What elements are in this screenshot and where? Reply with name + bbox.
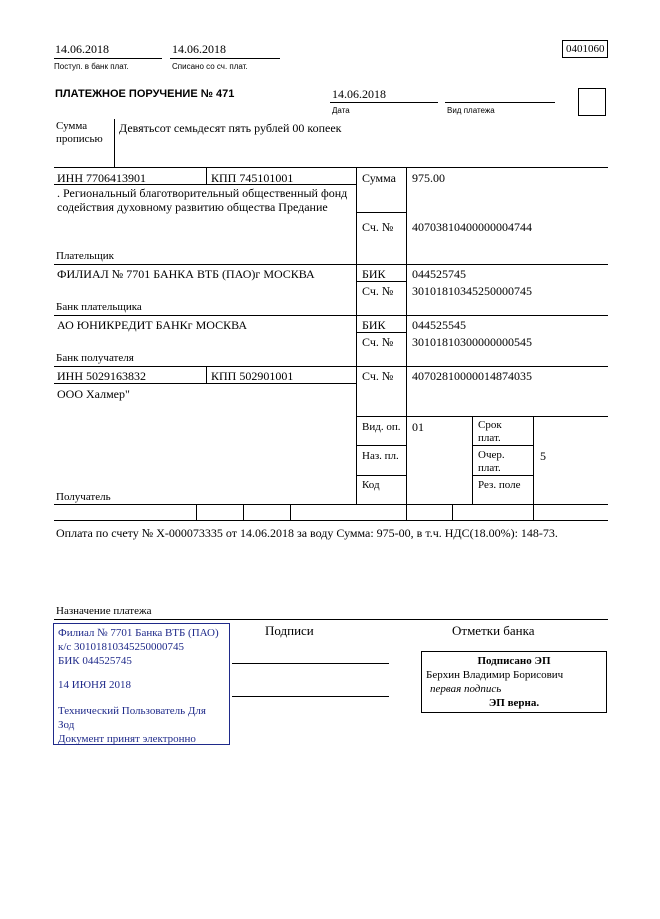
signatures-label: Подписи bbox=[265, 623, 314, 638]
payer-label: Плательщик bbox=[56, 250, 114, 262]
payee-bank-label: Банк получателя bbox=[56, 352, 134, 364]
priority-label: Очер. плат. bbox=[478, 449, 505, 474]
stamp-line-5: Технический Пользователь Для bbox=[58, 705, 206, 717]
stamp-line-7: Документ принят электронно bbox=[58, 733, 196, 745]
stamp-line-3: БИК 044525745 bbox=[58, 655, 132, 667]
payee-bank-bik-value: 044525545 bbox=[412, 318, 466, 332]
payee-label: Получатель bbox=[56, 491, 111, 503]
payee-bank-account-label: Сч. № bbox=[362, 335, 394, 349]
payer-account-label: Сч. № bbox=[362, 220, 394, 234]
purpose-code-label: Наз. пл. bbox=[362, 450, 399, 462]
date-received: 14.06.2018 bbox=[55, 42, 109, 56]
date-debited-label: Списано со сч. плат. bbox=[172, 62, 248, 71]
status-box bbox=[578, 88, 606, 116]
payee-account-value: 40702810000014874035 bbox=[412, 369, 532, 383]
ep-signer-role: первая подпись bbox=[430, 683, 502, 695]
payee-inn: ИНН 5029163832 bbox=[57, 369, 146, 383]
bank-stamp bbox=[53, 623, 230, 745]
ep-signature-box bbox=[421, 651, 607, 713]
payee-name: ООО Халмер" bbox=[57, 387, 130, 401]
purpose-text: Оплата по счету № Х-000073335 от 14.06.2018 за воду Сумма: 975-00, в т.ч. НДС(18.00%): 148-73. bbox=[56, 526, 558, 540]
payer-bank-bik-value: 044525745 bbox=[412, 267, 466, 281]
ep-signer-name: Берхин Владимир Борисович bbox=[426, 669, 564, 681]
payee-bank-account-value: 30101810300000000545 bbox=[412, 335, 532, 349]
payer-sum-value: 975.00 bbox=[412, 171, 445, 185]
stamp-line-2: к/с 30101810345250000745 bbox=[58, 641, 185, 653]
term-label: Срок плат. bbox=[478, 419, 502, 444]
stamp-line-1: Филиал № 7701 Банка ВТБ (ПАО) bbox=[58, 627, 219, 639]
payer-account-value: 40703810400000004744 bbox=[412, 220, 532, 234]
code-label: Код bbox=[362, 479, 380, 491]
form-code-box bbox=[562, 40, 608, 58]
purpose-label: Назначение платежа bbox=[56, 605, 152, 617]
payer-bank-bik-label: БИК bbox=[362, 267, 386, 281]
payee-bank-name: АО ЮНИКРЕДИТ БАНКг МОСКВА bbox=[57, 318, 247, 332]
stamp-line-4: 14 ИЮНЯ 2018 bbox=[58, 679, 132, 691]
order-date-label: Дата bbox=[332, 106, 350, 115]
payer-bank-label: Банк плательщика bbox=[56, 301, 142, 313]
payer-kpp: КПП 745101001 bbox=[211, 171, 294, 185]
payment-type-label: Вид платежа bbox=[447, 106, 495, 115]
ep-signed-title: Подписано ЭП bbox=[477, 655, 551, 667]
payer-bank-account-value: 30101810345250000745 bbox=[412, 284, 532, 298]
amount-words-label: Сумма прописью bbox=[56, 120, 103, 145]
amount-words-value: Девятьсот семьдесят пять рублей 00 копеек bbox=[119, 121, 342, 135]
date-received-label: Поступ. в банк плат. bbox=[54, 62, 129, 71]
reserve-label: Рез. поле bbox=[478, 479, 521, 491]
payer-name: . Региональный благотворительный общественный фонд содействия духовному развитию общества Предание bbox=[57, 186, 348, 214]
payee-bank-bik-label: БИК bbox=[362, 318, 386, 332]
payer-bank-name: ФИЛИАЛ № 7701 БАНКА ВТБ (ПАО)г МОСКВА bbox=[57, 267, 315, 281]
payee-account-label: Сч. № bbox=[362, 369, 394, 383]
payer-sum-label: Сумма bbox=[362, 171, 396, 185]
payee-kpp: КПП 502901001 bbox=[211, 369, 294, 383]
form-code: 0401060 bbox=[566, 43, 605, 55]
op-type-value: 01 bbox=[412, 420, 424, 434]
op-type-label: Вид. оп. bbox=[362, 421, 401, 433]
ep-verified: ЭП верна. bbox=[488, 697, 540, 709]
payer-inn: ИНН 7706413901 bbox=[57, 171, 146, 185]
order-title: ПЛАТЕЖНОЕ ПОРУЧЕНИЕ № 471 bbox=[55, 88, 235, 100]
bank-marks-label: Отметки банка bbox=[452, 623, 535, 638]
payer-bank-account-label: Сч. № bbox=[362, 284, 394, 298]
priority-value: 5 bbox=[540, 449, 546, 463]
stamp-line-6: Зод bbox=[58, 719, 75, 731]
order-date: 14.06.2018 bbox=[332, 87, 386, 101]
date-debited: 14.06.2018 bbox=[172, 42, 226, 56]
